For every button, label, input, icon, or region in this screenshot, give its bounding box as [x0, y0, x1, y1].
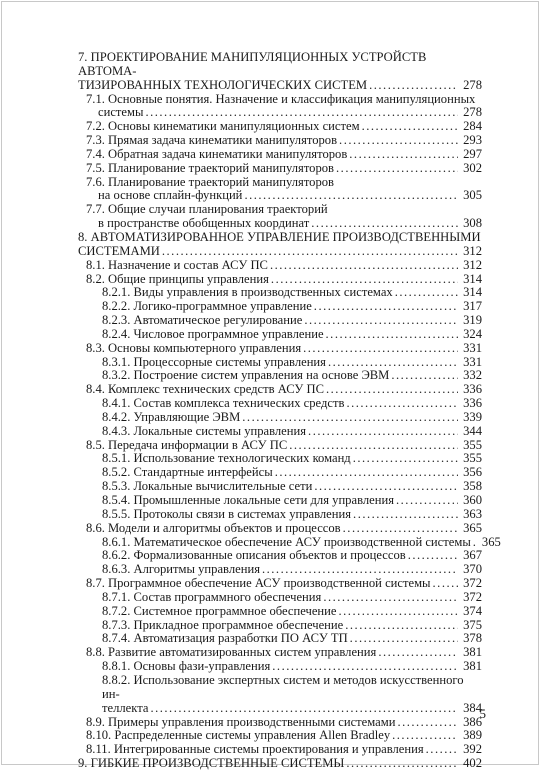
toc-entry[interactable]	[78, 176, 482, 204]
dot-leader	[262, 563, 458, 577]
toc-entry-page: 305	[463, 188, 482, 203]
toc-entry-title: ТИЗИРОВАННЫХ ТЕХНОЛОГИЧЕСКИХ СИСТЕМ	[78, 77, 368, 92]
toc-entry-title: 8.1. Назначение и состав АСУ ПС	[86, 257, 268, 272]
toc-entry-title: 8.5.3. Локальные вычислительные сети	[102, 479, 313, 494]
dot-leader	[353, 452, 458, 466]
toc-entry-page: 374	[463, 603, 482, 618]
toc-entry-title: в пространстве обобщенных координат	[98, 216, 310, 231]
toc-entry-title: СИСТЕМАМИ	[78, 243, 160, 258]
toc-entry-page: 389	[463, 728, 482, 743]
toc-entry-page: 339	[463, 409, 482, 424]
dot-leader	[270, 259, 458, 273]
toc-entry-title: 8.3.1. Процессорные системы управления	[102, 354, 326, 369]
toc-entry-page: 384	[463, 700, 482, 715]
toc-entry-page: 367	[463, 548, 482, 563]
toc-entry-title: 8.6.1. Математическое обеспечение АСУ производственной системы	[102, 534, 471, 549]
toc-entry-page: 392	[463, 742, 482, 757]
toc-entry[interactable]	[78, 120, 482, 134]
toc-entry-title: 8.2.4. Числовое программное управление	[102, 326, 324, 341]
toc-entry-title: 7.5. Планирование траекторий манипуляторов	[86, 160, 335, 175]
dot-leader	[145, 106, 458, 120]
toc-entry[interactable]	[78, 439, 482, 453]
dot-leader	[349, 148, 458, 162]
toc-entry-page: 308	[463, 216, 482, 231]
toc-entry-title: 8.2.1. Виды управления в производственных системах	[102, 285, 393, 300]
toc-entry[interactable]	[78, 549, 482, 563]
toc-entry-title: 8.8.1. Основы фази-управления	[102, 659, 271, 674]
toc-entry-title: на основе сплайн-функций	[98, 188, 243, 203]
toc-entry-title: 8.7.3. Прикладное программное обеспечение	[102, 617, 344, 632]
toc-entry[interactable]	[78, 383, 482, 397]
toc-entry-page: 378	[463, 631, 482, 646]
toc-entry-page: 331	[463, 340, 482, 355]
toc-entry-title: 8.3. Основы компьютерного управления	[86, 340, 302, 355]
toc-entry[interactable]	[78, 411, 482, 425]
toc-entry-title: 8.7.1. Состав программного обеспечения	[102, 589, 322, 604]
toc-entry-page: 358	[463, 479, 482, 494]
dot-leader	[339, 134, 458, 148]
toc-entry-page: 319	[463, 313, 482, 328]
toc-entry[interactable]	[78, 342, 482, 356]
toc-entry[interactable]	[78, 494, 482, 508]
toc-entry-page: 372	[463, 589, 482, 604]
toc-entry-title: 8.2. Общие принципы управления	[86, 271, 269, 286]
dot-leader	[473, 536, 477, 550]
dot-leader	[303, 342, 458, 356]
toc-entry-page: 331	[463, 354, 482, 369]
toc-entry-title: 8.6. Модели и алгоритмы объектов и процессов	[86, 520, 341, 535]
toc-entry-page: 381	[463, 645, 482, 660]
toc-entry-page: 381	[463, 659, 482, 674]
toc-entry[interactable]	[78, 508, 482, 522]
toc-entry[interactable]	[78, 605, 482, 619]
toc-entry-page: 332	[463, 368, 482, 383]
toc-entry-page: 297	[463, 146, 482, 161]
toc-entry-title: 8.7.4. Автоматизация разработки ПО АСУ ТП	[102, 631, 348, 646]
toc-entry-page: 356	[463, 465, 482, 480]
toc-entry-page: 312	[463, 243, 482, 258]
toc-entry-title: 8.7. Программное обеспечение АСУ производственной системы	[86, 576, 431, 591]
toc-entry-page: 284	[463, 119, 482, 134]
toc-entry-title: 8.4.1. Состав комплекса технических средств	[102, 396, 345, 411]
toc-entry-title: системы	[98, 105, 144, 120]
toc-entry-title: 8.5. Передача информации в АСУ ПС	[86, 437, 288, 452]
toc-entry-title: 8.3.2. Построение систем управления на основе ЭВМ	[102, 368, 390, 383]
toc-entry-page: 336	[463, 382, 482, 397]
toc-entry-title: 7. ПРОЕКТИРОВАНИЕ МАНИПУЛЯЦИОННЫХ УСТРОЙСТВ АВТОМА-	[78, 50, 427, 78]
toc-entry-title: 8.9. Примеры управления производственными системами	[86, 714, 396, 729]
toc-entry-title: 7.4. Обратная задача кинематики манипуляторов	[86, 146, 348, 161]
toc-entry-page: 365	[481, 534, 501, 549]
toc-entry-page: 375	[463, 617, 482, 632]
dot-leader	[314, 480, 458, 494]
dot-leader	[350, 632, 458, 646]
dot-leader	[343, 522, 458, 536]
toc-entry-page: 312	[463, 257, 482, 272]
toc-entry[interactable]	[78, 203, 482, 231]
toc-entry-title: 8.5.1. Использование технологических команд	[102, 451, 351, 466]
toc-entry[interactable]	[78, 674, 482, 716]
toc-entry-title: 8.4. Комплекс технических средств АСУ ПС	[86, 382, 324, 397]
toc-entry[interactable]	[78, 466, 482, 480]
dot-leader	[323, 591, 458, 605]
toc-entry-page: 370	[463, 562, 482, 577]
dot-leader	[391, 369, 458, 383]
toc-entry-page: 293	[463, 133, 482, 148]
dot-leader	[272, 660, 458, 674]
toc-entry-title: 8.5.5. Протоколы связи в системах управления	[102, 506, 352, 521]
toc-entry-title: теллекта	[102, 700, 149, 715]
toc-entry[interactable]	[78, 328, 482, 342]
toc-entry-title: 8.6.2. Формализованные описания объектов и процессов	[102, 548, 406, 563]
table-of-contents	[78, 50, 501, 771]
toc-entry[interactable]	[78, 259, 482, 273]
toc-entry[interactable]	[78, 162, 482, 176]
toc-entry-title: 8.4.3. Локальные системы управления	[102, 423, 307, 438]
toc-entry[interactable]	[78, 480, 482, 494]
dot-leader	[408, 549, 458, 563]
toc-entry-page: 302	[463, 160, 482, 175]
dot-leader	[242, 411, 458, 425]
dot-leader	[289, 439, 458, 453]
toc-entry[interactable]	[78, 314, 482, 328]
toc-entry[interactable]	[78, 591, 482, 605]
dot-leader	[378, 646, 458, 660]
dot-leader	[345, 619, 458, 633]
page-number: 5	[479, 706, 486, 721]
dot-leader	[304, 314, 458, 328]
toc-entry[interactable]	[78, 716, 482, 730]
toc-entry[interactable]	[78, 286, 482, 300]
toc-entry[interactable]	[78, 397, 482, 411]
toc-entry-page: 314	[463, 285, 482, 300]
toc-entry[interactable]	[78, 632, 482, 646]
toc-entry-page: 355	[463, 437, 482, 452]
toc-entry-page: 278	[463, 77, 482, 92]
toc-entry-page: 363	[463, 506, 482, 521]
dot-leader	[328, 356, 458, 370]
toc-entry-page: 360	[463, 493, 482, 507]
dot-leader	[311, 217, 458, 231]
toc-entry[interactable]	[78, 452, 482, 466]
toc-entry-page: 314	[463, 271, 482, 286]
toc-entry-title: 8.2.2. Логико-программное управление	[102, 299, 312, 314]
toc-entry[interactable]	[78, 356, 482, 370]
toc-entry[interactable]	[78, 148, 482, 162]
toc-entry-title: 7.1. Основные понятия. Назначение и классификация манипуляционных	[86, 91, 476, 106]
dot-leader	[392, 729, 458, 743]
toc-entry-title: 7.3. Прямая задача кинематики манипуляторов	[86, 133, 338, 148]
toc-entry-page: 336	[463, 396, 482, 411]
toc-entry[interactable]	[78, 300, 482, 314]
toc-entry[interactable]	[78, 425, 482, 439]
toc-entry-page: 402	[463, 756, 482, 771]
dot-leader	[397, 716, 458, 730]
toc-entry-title: 8.5.4. Промышленные локальные сети для управления	[102, 493, 394, 507]
toc-entry[interactable]	[78, 273, 482, 287]
dot-leader	[308, 425, 458, 439]
toc-entry-page: 317	[463, 299, 482, 314]
toc-entry-title: 8.10. Распределенные системы управления Allen Bradley	[86, 728, 391, 743]
dot-leader	[369, 79, 458, 93]
dot-leader	[326, 328, 458, 342]
dot-leader	[426, 743, 458, 757]
toc-entry[interactable]	[78, 743, 482, 757]
dot-leader	[150, 702, 458, 716]
toc-entry-title: 8.11. Интегрированные системы проектирования и управления	[86, 742, 424, 757]
toc-entry[interactable]	[78, 369, 482, 383]
toc-entry[interactable]	[78, 93, 482, 121]
toc-entry-title: 7.2. Основы кинематики манипуляционных систем	[86, 119, 360, 134]
dot-leader	[162, 245, 458, 259]
toc-entry-page: 372	[463, 576, 482, 591]
toc-entry[interactable]	[78, 757, 482, 771]
toc-entry[interactable]	[78, 231, 482, 259]
toc-entry-title: 8.8.2. Использование экспертных систем и методов искусственного ин-	[102, 672, 464, 701]
toc-entry-title: 7.6. Планирование траекторий манипуляторов	[86, 174, 335, 189]
dot-leader	[339, 605, 459, 619]
toc-entry-title: 8.6.3. Алгоритмы управления	[102, 562, 260, 577]
dot-leader	[275, 466, 458, 480]
toc-entry-page: 344	[463, 423, 482, 438]
dot-leader	[244, 189, 458, 203]
toc-entry[interactable]	[78, 729, 482, 743]
dot-leader	[396, 494, 458, 508]
toc-entry[interactable]	[78, 660, 482, 674]
toc-entry[interactable]	[78, 619, 482, 633]
toc-entry-title: 8. АВТОМАТИЗИРОВАННОЕ УПРАВЛЕНИЕ ПРОИЗВОДСТВЕННЫМИ	[78, 229, 481, 244]
toc-entry-page: 386	[463, 714, 482, 729]
toc-entry-title: 9. ГИБКИЕ ПРОИЗВОДСТВЕННЫЕ СИСТЕМЫ	[78, 756, 345, 771]
toc-entry-title: 8.7.2. Системное программное обеспечение	[102, 603, 337, 618]
toc-entry-title: 8.2.3. Автоматическое регулирование	[102, 313, 303, 328]
dot-leader	[326, 383, 458, 397]
dot-leader	[346, 397, 458, 411]
dot-leader	[395, 286, 458, 300]
toc-entry-title: 8.8. Развитие автоматизированных систем управления	[86, 645, 377, 660]
toc-entry-title: 7.7. Общие случаи планирования траекторий	[86, 202, 328, 217]
toc-entry-page: 355	[463, 451, 482, 466]
toc-entry[interactable]	[78, 51, 482, 93]
toc-entry[interactable]	[78, 646, 482, 660]
dot-leader	[353, 508, 458, 522]
dot-leader	[362, 120, 458, 134]
dot-leader	[271, 273, 458, 287]
toc-entry[interactable]	[78, 577, 482, 591]
toc-entry[interactable]	[78, 134, 482, 148]
toc-entry[interactable]	[78, 563, 482, 577]
dot-leader	[314, 300, 458, 314]
dot-leader	[336, 162, 458, 176]
toc-entry-page: 324	[463, 326, 482, 341]
toc-entry-page: 365	[463, 520, 482, 535]
toc-entry-title: 8.5.2. Стандартные интерфейсы	[102, 465, 273, 480]
dot-leader	[346, 757, 458, 771]
toc-entry-title: 8.4.2. Управляющие ЭВМ	[102, 409, 241, 424]
toc-entry-page: 278	[463, 105, 482, 120]
dot-leader	[433, 577, 458, 591]
toc-entry[interactable]	[78, 522, 482, 536]
toc-entry[interactable]	[78, 534, 501, 550]
